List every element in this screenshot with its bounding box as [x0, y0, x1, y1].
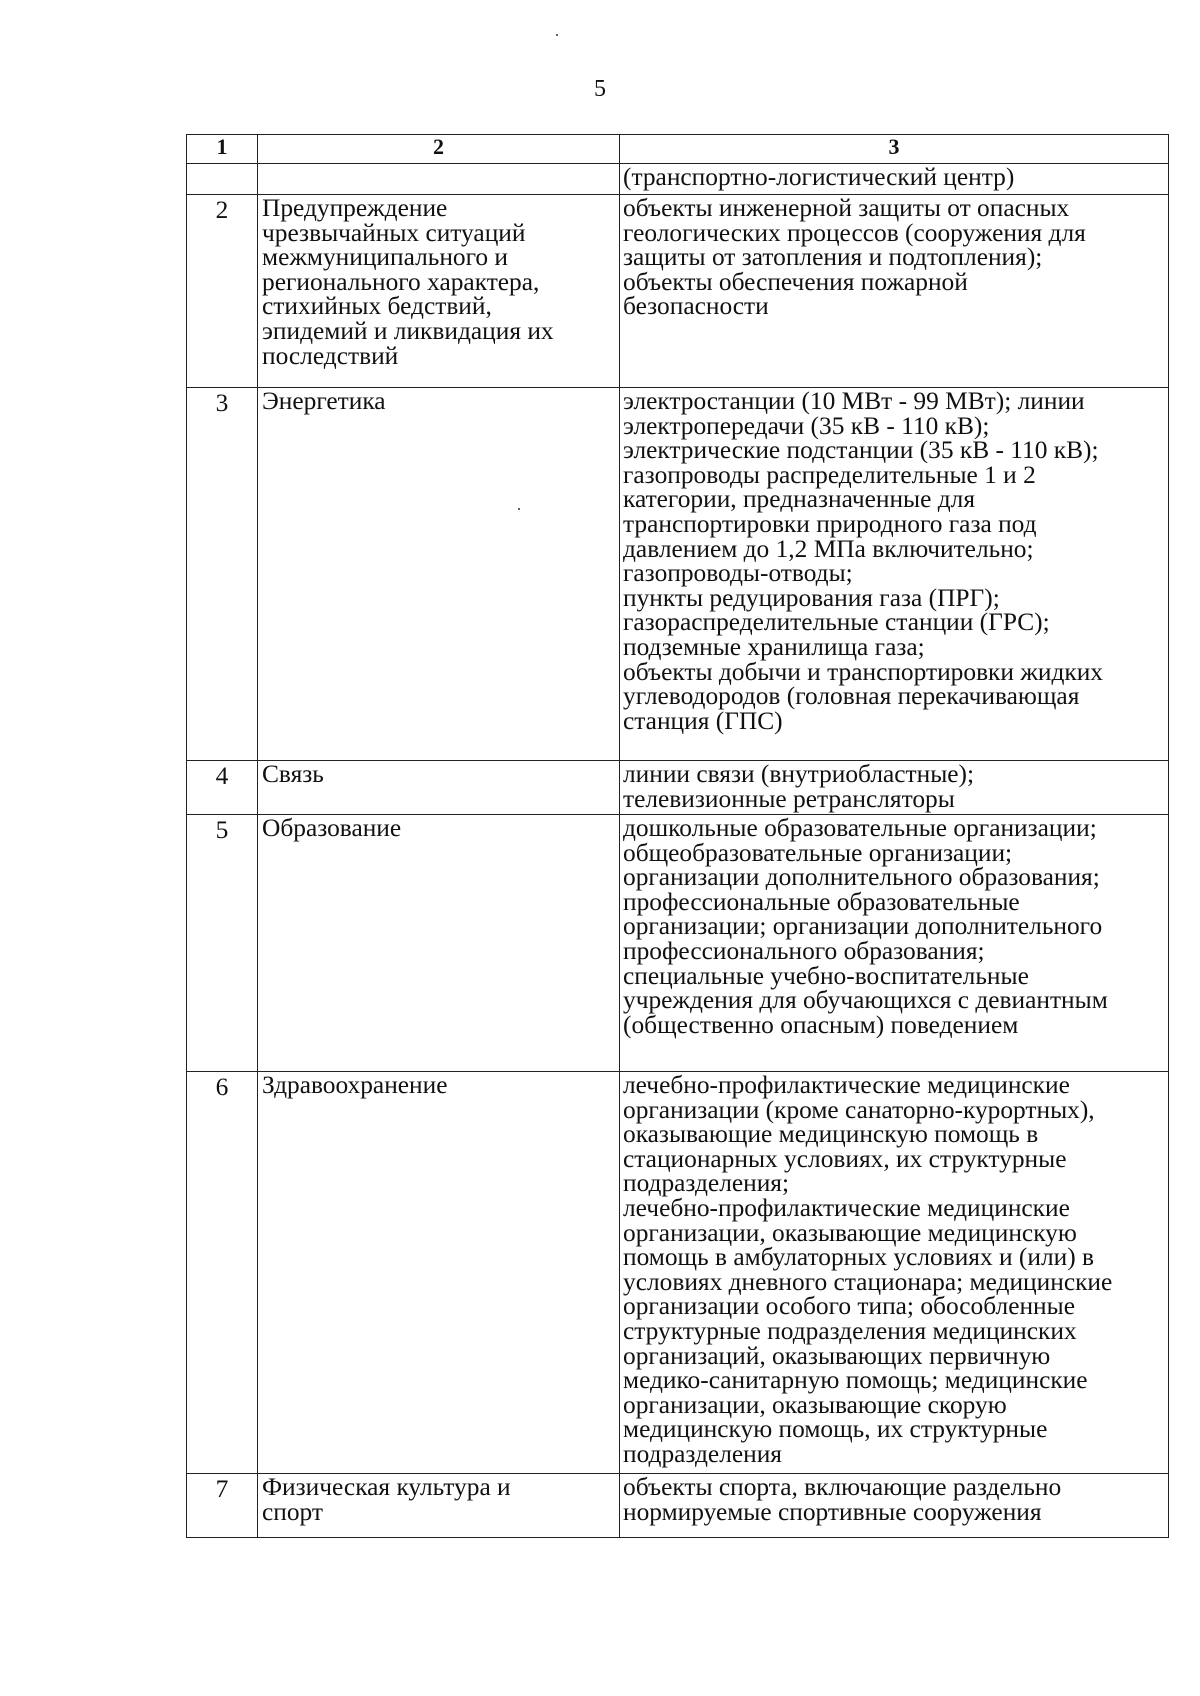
object-types-line: объекты обеспечения пожарной: [623, 267, 968, 296]
table-row: [187, 1072, 1169, 1474]
row-number: 5: [187, 815, 258, 1072]
activity-area-line: чрезвычайных ситуаций: [262, 218, 526, 247]
activity-area-cell: [258, 761, 620, 815]
object-types-line: профессионального образования;: [623, 936, 985, 965]
object-types-line: дошкольные образовательные организации;: [623, 814, 1097, 842]
objects-table: [186, 134, 1169, 1538]
object-types-line: геологических процессов (сооружения для: [623, 218, 1086, 247]
activity-area-line: стихийных бедствий,: [262, 292, 492, 321]
activity-area-line: Здравоохранение: [262, 1071, 448, 1099]
object-types-line: лечебно-профилактические медицинские: [623, 1193, 1070, 1222]
activity-area-cell: [258, 388, 620, 761]
activity-area-line: регионального характера,: [262, 267, 540, 296]
object-types-line: категории, предназначенные для: [623, 485, 975, 514]
row-number: [187, 164, 258, 195]
object-types-line: электрические подстанции (35 кВ - 110 кВ);: [623, 436, 1099, 465]
column-header-3: 3: [620, 135, 1169, 164]
object-types-line: углеводородов (головная перекачивающая: [623, 682, 1080, 711]
object-types-line: профессиональные образовательные: [623, 887, 1020, 916]
row-number: 3: [187, 388, 258, 761]
object-types-line: объекты инженерной защиты от опасных: [623, 194, 1070, 222]
object-types-line: структурные подразделения медицинских: [623, 1316, 1077, 1345]
object-types-line: объекты спорта, включающие раздельно: [623, 1473, 1062, 1501]
object-types-line: организации, оказывающие медицинскую: [623, 1218, 1077, 1247]
object-types-line: организации особого типа; обособленные: [623, 1292, 1075, 1321]
table-row: [187, 815, 1169, 1072]
object-types-line: специальные учебно-воспитательные: [623, 961, 1029, 990]
scan-speck: [556, 34, 558, 36]
object-types-line: станция (ГПС): [623, 706, 783, 735]
object-types-line: пункты редуцирования газа (ПРГ);: [623, 583, 1000, 612]
object-types-line: нормируемые спортивные сооружения: [623, 1497, 1042, 1526]
object-types-line: подразделения;: [623, 1169, 790, 1198]
object-types-line: линии связи (внутриобластные);: [623, 760, 975, 788]
column-header-2: 2: [258, 135, 620, 164]
object-types-line: (транспортно-логистический центр): [623, 163, 1015, 191]
object-types-line: лечебно-профилактические медицинские: [623, 1071, 1070, 1099]
object-types-line: организации (кроме санаторно-курортных),: [623, 1095, 1095, 1124]
activity-area-cell: [258, 195, 620, 388]
row-number: 6: [187, 1072, 258, 1474]
object-types-cell: [620, 388, 1169, 761]
object-types-line: общеобразовательные организации;: [623, 838, 1013, 867]
object-types-line: медицинскую помощь, их структурные: [623, 1415, 1048, 1444]
object-types-line: организации дополнительного образования;: [623, 863, 1100, 892]
activity-area-line: последствий: [262, 341, 399, 370]
object-types-cell: [620, 1474, 1169, 1538]
row-number: 2: [187, 195, 258, 388]
object-types-line: организации; организации дополнительного: [623, 912, 1103, 941]
object-types-line: транспортировки природного газа под: [623, 509, 1037, 538]
object-types-line: газопроводы распределительные 1 и 2: [623, 460, 1036, 489]
row-number: 4: [187, 761, 258, 815]
object-types-line: организаций, оказывающих первичную: [623, 1341, 1051, 1370]
activity-area-line: межмуниципального и: [262, 243, 509, 272]
object-types-line: медико-санитарную помощь; медицинские: [623, 1366, 1088, 1395]
object-types-line: учреждения для обучающихся с девиантным: [623, 986, 1108, 1015]
object-types-cell: [620, 815, 1169, 1072]
activity-area-line: Образование: [262, 814, 402, 842]
activity-area-line: Физическая культура и: [262, 1473, 511, 1501]
object-types-line: помощь в амбулаторных условиях и (или) в: [623, 1243, 1095, 1272]
object-types-line: безопасности: [623, 292, 769, 321]
activity-area-line: Энергетика: [262, 387, 386, 415]
object-types-cell: [620, 195, 1169, 388]
activity-area-line: Предупреждение: [262, 194, 448, 222]
page-number: 5: [594, 76, 606, 102]
table-row: [187, 761, 1169, 815]
object-types-line: (общественно опасным) поведением: [623, 1010, 1019, 1039]
activity-area-cell: [258, 1474, 620, 1538]
object-types-cell: [620, 1072, 1169, 1474]
object-types-line: электростанции (10 МВт - 99 МВт); линии: [623, 387, 1085, 415]
object-types-line: электропередачи (35 кВ - 110 кВ);: [623, 411, 990, 440]
activity-area-line: спорт: [262, 1497, 324, 1526]
table-row: [187, 388, 1169, 761]
table-row: [187, 195, 1169, 388]
activity-area-cell: [258, 815, 620, 1072]
row-number: 7: [187, 1474, 258, 1538]
activity-area-line: эпидемий и ликвидация их: [262, 316, 554, 345]
object-types-line: подземные хранилища газа;: [623, 632, 925, 661]
object-types-cell: [620, 164, 1169, 195]
object-types-line: телевизионные ретрансляторы: [623, 784, 955, 813]
object-types-line: газораспределительные станции (ГРС);: [623, 608, 1050, 637]
table-header-row: [187, 135, 1169, 164]
activity-area-cell: [258, 164, 620, 195]
table-row: [187, 164, 1169, 195]
object-types-line: условиях дневного стационара; медицинские: [623, 1267, 1113, 1296]
object-types-line: объекты добычи и транспортировки жидких: [623, 657, 1103, 686]
table-row: [187, 1474, 1169, 1538]
column-header-1: 1: [187, 135, 258, 164]
object-types-line: оказывающие медицинскую помощь в: [623, 1120, 1039, 1149]
object-types-line: защиты от затопления и подтопления);: [623, 243, 1043, 272]
object-types-line: организации, оказывающие скорую: [623, 1390, 1007, 1419]
object-types-line: газопроводы-отводы;: [623, 559, 853, 588]
object-types-line: давлением до 1,2 МПа включительно;: [623, 534, 1034, 563]
object-types-line: подразделения: [623, 1439, 782, 1468]
activity-area-cell: [258, 1072, 620, 1474]
object-types-cell: [620, 761, 1169, 815]
object-types-line: стационарных условиях, их структурные: [623, 1144, 1067, 1173]
activity-area-line: Связь: [262, 760, 324, 788]
